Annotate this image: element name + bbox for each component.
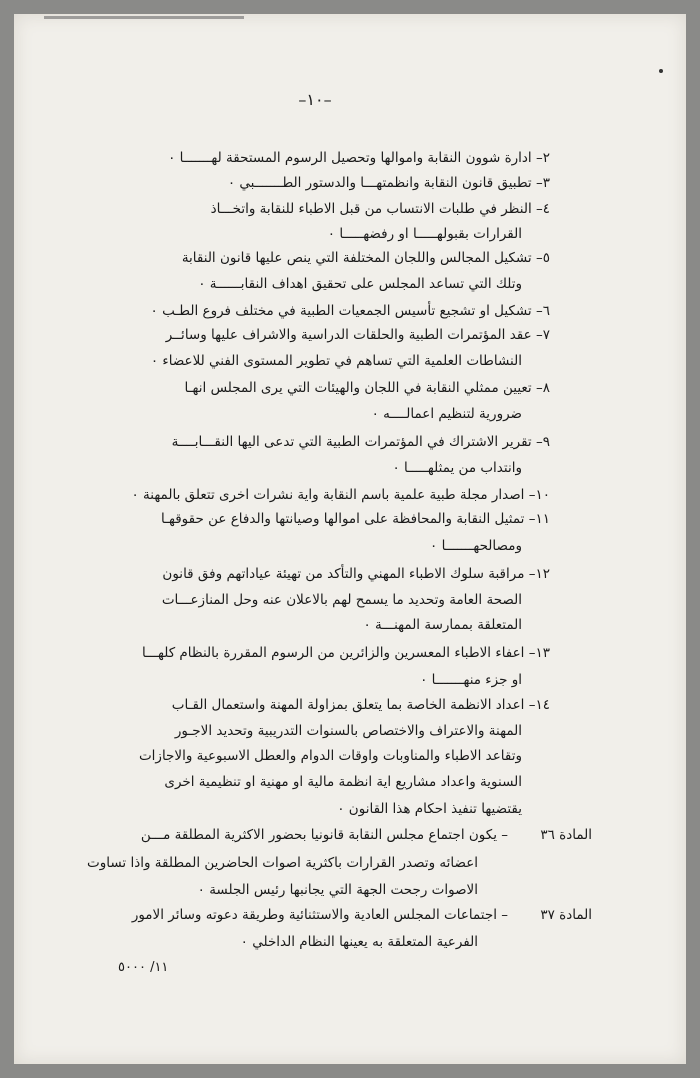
list-item: ١٠– اصدار مجلة طبية علمية باسم النقابة واية نشرات اخرى تتعلق بالمهنة ٠: [131, 487, 550, 503]
article-label: المادة ٣٧: [540, 907, 592, 923]
footer-code: ١١/ ٥٠٠٠: [118, 960, 169, 975]
list-item: ٤– النظر في طلبات الانتساب من قبل الاطباء للنقابة واتخـــاذ: [210, 201, 550, 217]
list-item-continuation: النشاطات العلمية التي تساهم في تطوير المستوى الفني للاعضاء ٠: [150, 353, 522, 369]
list-item-continuation: ومصالحهـــــــا ٠: [430, 538, 522, 554]
list-item: ١١– تمثيل النقابة والمحافظة على اموالها وصيانتها والدفاع عن حقوقهـا: [160, 511, 550, 527]
ink-dot: [659, 69, 663, 73]
article-continuation: الاصوات رجحت الجهة التي يجانبها رئيس الجلسة ٠: [197, 882, 478, 898]
article-label: المادة ٣٦: [540, 827, 592, 843]
list-item-continuation: او جزء منهـــــــا ٠: [420, 672, 522, 688]
list-item-continuation: السنوية واعداد مشاريع اية انظمة مالية او مهنية او تنظيمية اخرى: [164, 774, 522, 790]
article-continuation: اعضائه وتصدر القرارات باكثرية اصوات الحاضرين المطلقة واذا تساوت: [87, 855, 478, 871]
article-text: – اجتماعات المجلس العادية والاستثنائية وطريقة دعوته وسائر الامور: [131, 907, 508, 923]
list-item: ٢– ادارة شوون النقابة واموالها وتحصيل الرسوم المستحقة لهـــــــا ٠: [168, 150, 550, 166]
list-item: ٩– تقرير الاشتراك في المؤتمرات الطبية التي تدعى اليها النقـــابــــة: [171, 434, 550, 450]
list-item-continuation: القرارات بقبولهـــــا او رفضهـــــا ٠: [327, 226, 522, 242]
list-item: ٧– عقد المؤتمرات الطبية والحلقات الدراسية والاشراف عليها وسائــر: [165, 327, 550, 343]
list-item-continuation: الصحة العامة وتحديد ما يسمح لهم بالاعلان عنه وحل المنازعـــات: [161, 592, 522, 608]
list-item-continuation: يقتضيها تنفيذ احكام هذا القانون ٠: [337, 801, 522, 817]
list-item: ١٢– مراقبة سلوك الاطباء المهني والتأكد من تهيئة عياداتهم وفق قانون: [162, 566, 550, 582]
list-item: ٦– تشكيل او تشجيع تأسيس الجمعيات الطبية في مختلف فروع الطـب ٠: [150, 303, 550, 319]
list-item-continuation: المتعلقة بممارسة المهنـــة ٠: [363, 617, 522, 633]
list-item: ١٤– اعداد الانظمة الخاصة بما يتعلق بمزاولة المهنة واستعمال القـاب: [171, 697, 550, 713]
list-item: ٨– تعيين ممثلي النقابة في اللجان والهيئات التي يرى المجلس انهـا: [184, 380, 550, 396]
list-item-continuation: وتقاعد الاطباء والمناوبات واوقات الدوام والعطل الاسبوعية والاجازات: [138, 748, 522, 764]
list-item-continuation: وانتداب من يمثلهـــــا ٠: [392, 460, 522, 476]
article-continuation: الفرعية المتعلقة به يعينها النظام الداخلي ٠: [240, 934, 478, 950]
list-item-continuation: وتلك التي تساعد المجلس على تحقيق اهداف النقابــــــة ٠: [198, 276, 522, 292]
list-item-continuation: ضرورية لتنظيم اعمالــــه ٠: [371, 406, 522, 422]
list-item: ٣– تطبيق قانون النقابة وانظمتهـــا والدستور الطـــــــبي ٠: [227, 175, 550, 191]
list-item: ٥– تشكيل المجالس واللجان المختلفة التي ينص عليها قانون النقابة: [181, 250, 550, 266]
article-text: – يكون اجتماع مجلس النقابة قانونيا بحضور الاكثرية المطلقة مـــن: [140, 827, 508, 843]
list-item: ١٣– اعفاء الاطباء المعسرين والزائرين من الرسوم المقررة بالنظام كلهـــا: [142, 645, 550, 661]
page-number: –١٠–: [298, 90, 332, 109]
top-rule: [44, 16, 244, 19]
list-item-continuation: المهنة والاعتراف والاختصاص بالسنوات التدريبية وتحديد الاجـور: [174, 723, 522, 739]
